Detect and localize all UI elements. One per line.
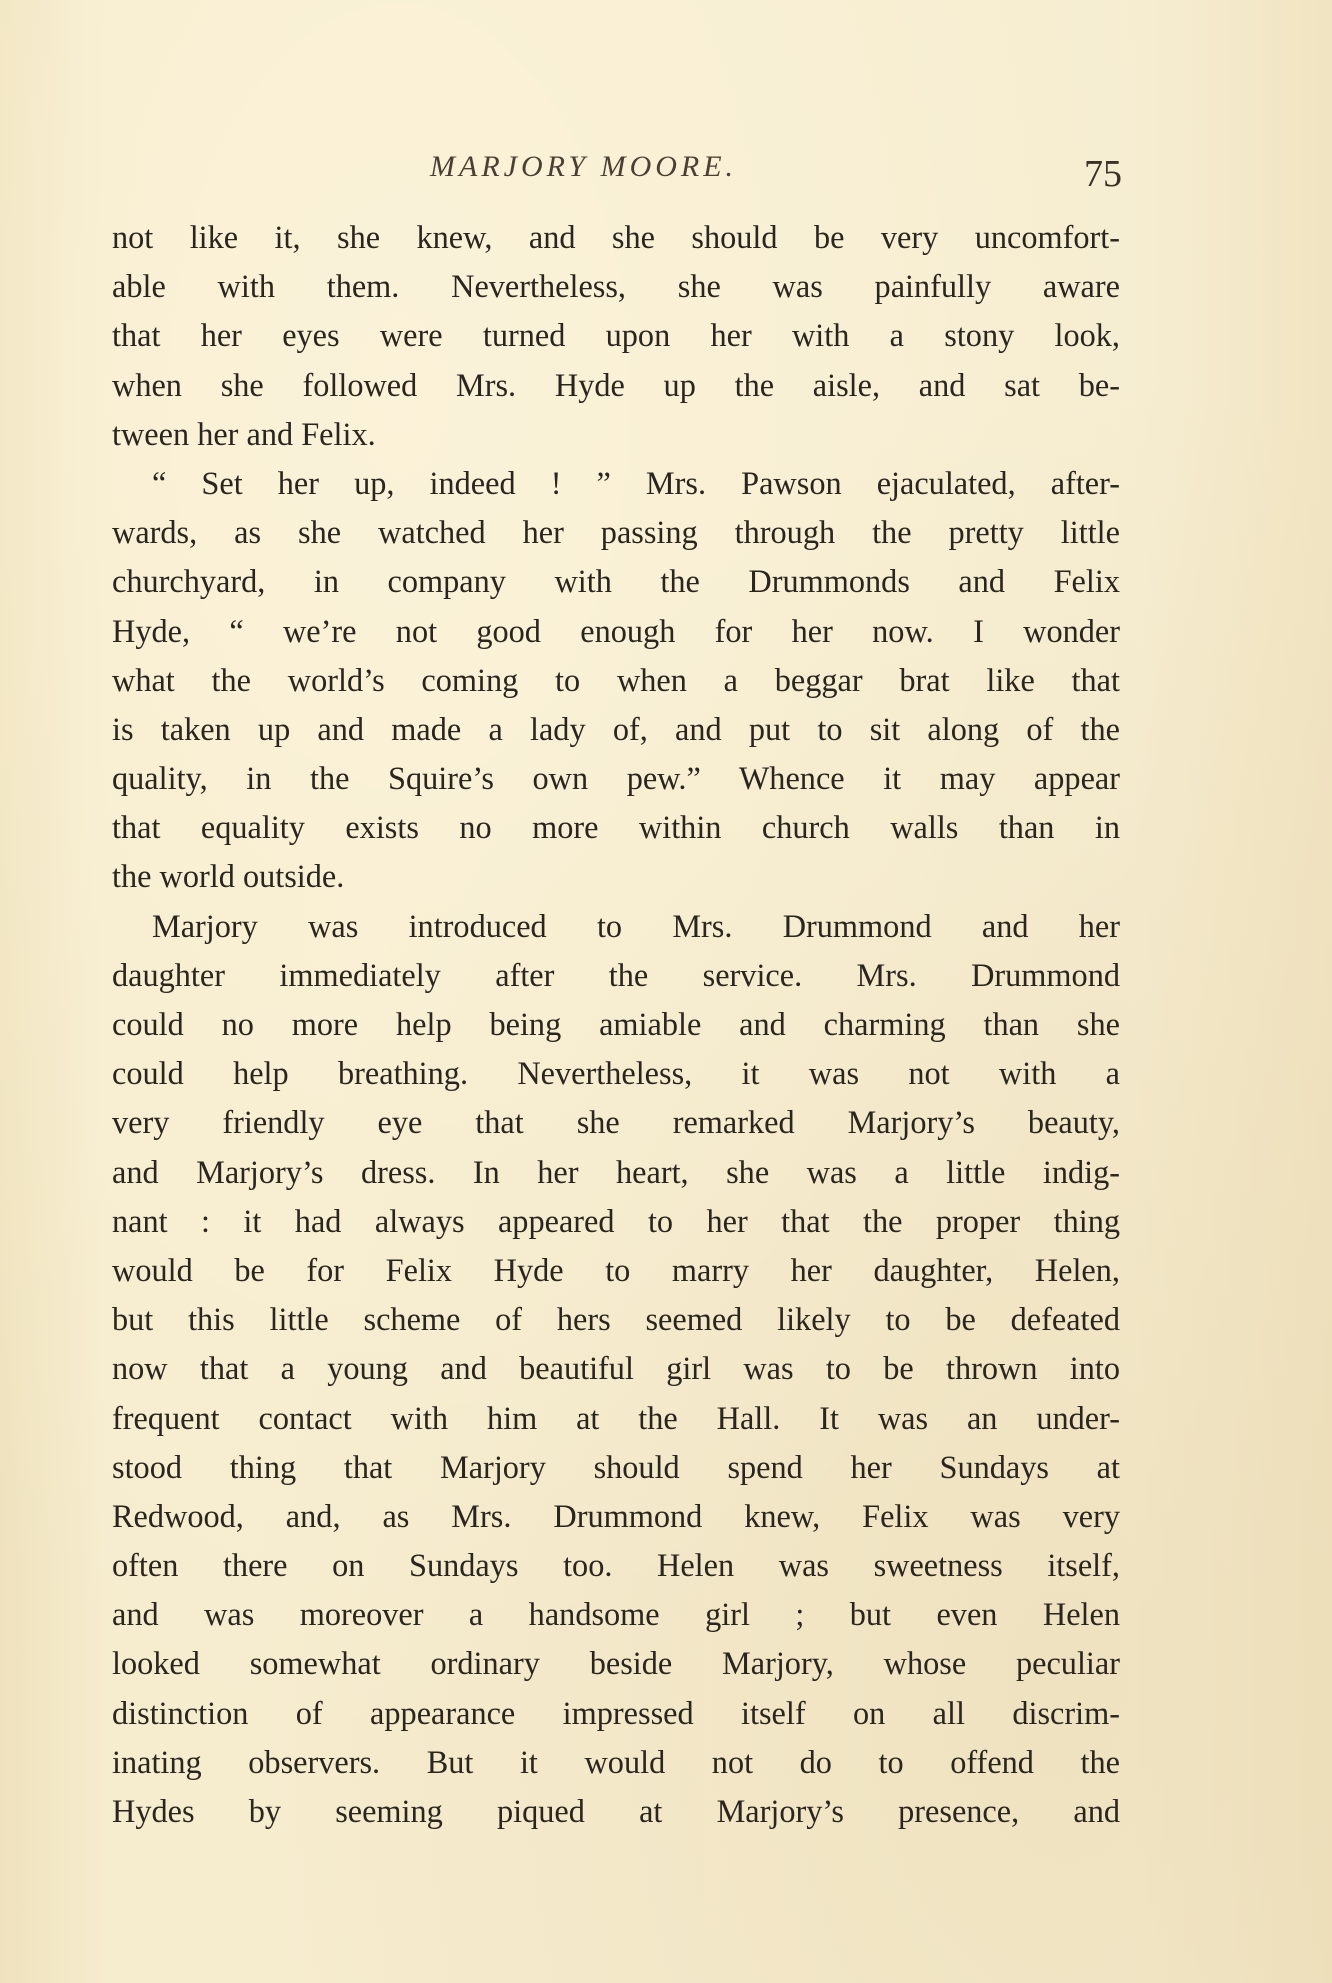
text-line: but this little scheme of hers seemed likely to be defeated: [112, 1301, 1120, 1338]
text-line: “ Set her up, indeed ! ” Mrs. Pawson ejaculated, after-: [152, 464, 1120, 501]
text-line: now that a young and beautiful girl was to be thrown into: [112, 1350, 1120, 1387]
text-line: Hydes by seeming piqued at Marjory’s presence, and: [112, 1793, 1120, 1829]
text-line: Marjory was introduced to Mrs. Drummond and her: [152, 907, 1120, 944]
text-line: when she followed Mrs. Hyde up the aisle, and sat be-: [112, 366, 1120, 403]
text-line: stood thing that Marjory should spend her Sundays at: [112, 1448, 1120, 1485]
text-line: could no more help being amiable and charming than she: [112, 1006, 1120, 1042]
text-line: very friendly eye that she remarked Marjory’s beauty,: [112, 1104, 1120, 1141]
text-line: tween her and Felix.: [112, 415, 376, 452]
text-line: looked somewhat ordinary beside Marjory, whose peculiar: [112, 1645, 1120, 1682]
body-text: [112, 213, 1120, 1836]
text-line: daughter immediately after the service. Mrs. Drummond: [112, 956, 1120, 993]
text-line: the world outside.: [112, 858, 345, 895]
text-line: not like it, she knew, and she should be very uncomfort-: [112, 219, 1120, 255]
text-line: could help breathing. Nevertheless, it was not with a: [112, 1055, 1120, 1092]
text-line: Redwood, and, as Mrs. Drummond knew, Felix was very: [112, 1497, 1120, 1534]
running-head: MARJORY MOORE.: [430, 150, 738, 183]
text-line: quality, in the Squire’s own pew.” Whence it may appear: [112, 760, 1120, 797]
text-line: that her eyes were turned upon her with a stony look,: [112, 317, 1120, 354]
page-number: 75: [1084, 153, 1122, 195]
page-header: [112, 138, 1122, 198]
text-line: what the world’s coming to when a beggar brat like that: [112, 661, 1120, 698]
text-line: would be for Felix Hyde to marry her daughter, Helen,: [112, 1251, 1120, 1288]
text-line: is taken up and made a lady of, and put to sit along of the: [112, 710, 1120, 747]
text-line: inating observers. But it would not do to offend the: [112, 1743, 1120, 1780]
text-line: churchyard, in company with the Drummonds and Felix: [112, 563, 1120, 600]
text-line: frequent contact with him at the Hall. It was an under-: [112, 1399, 1120, 1436]
text-line: and Marjory’s dress. In her heart, she was a little indig-: [112, 1153, 1120, 1190]
text-line: often there on Sundays too. Helen was sweetness itself,: [112, 1547, 1120, 1584]
text-line: that equality exists no more within church walls than in: [112, 809, 1120, 846]
text-line: nant : it had always appeared to her that the proper thing: [112, 1202, 1120, 1239]
text-line: wards, as she watched her passing through the pretty little: [112, 514, 1120, 551]
text-line: and was moreover a handsome girl ; but even Helen: [112, 1596, 1120, 1633]
text-line: Hyde, “ we’re not good enough for her now. I wonder: [112, 612, 1120, 649]
text-line: able with them. Nevertheless, she was painfully aware: [112, 268, 1120, 305]
text-line: distinction of appearance impressed itself on all discrim-: [112, 1694, 1120, 1731]
